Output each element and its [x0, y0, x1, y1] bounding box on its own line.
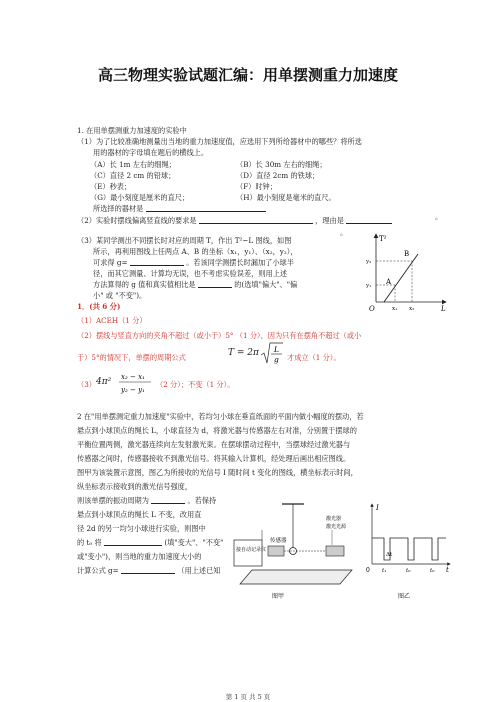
- signal-dt: Δt: [386, 552, 393, 558]
- q1-part3-line5: [93, 280, 297, 289]
- q2-line12: [77, 566, 220, 575]
- q2-line10-rest: (填"变大"、"不变": [164, 538, 224, 547]
- q1-part3-line2: 所示，再利用图线上任两点 A、B 的坐标（x₁，y₁）、（x₂，y₂），: [93, 247, 298, 256]
- q1-part3-line1: （3）某同学测出不同摆长时对应的周期 T，作出 T²~L 图线，如图: [77, 236, 292, 245]
- page-footer: 第 1 页 共 5 页: [225, 693, 271, 701]
- q2-g-blank[interactable]: [121, 566, 175, 574]
- option-d: （D）直径 2cm 的铁球；: [236, 171, 320, 180]
- q1-part1-line1: （1）为了比较准确地测量出当地的重力加速度值，应选用下列所给器材中的哪些？将所选: [77, 137, 362, 146]
- q1-part3-line3-rest: 。若该同学测摆长时漏加了小球半: [186, 258, 294, 267]
- q1-part3-line3: [93, 258, 294, 267]
- answer1-l4-pre: （3）: [77, 380, 96, 389]
- figure-b-caption: 图乙: [398, 593, 411, 600]
- q1-dot-2: 。: [340, 228, 348, 237]
- q1-part2-reason: ，理由是: [315, 216, 344, 225]
- sensor-label: 传感器: [270, 538, 287, 544]
- option-a: （A）长 1m 左右的细绳；: [90, 160, 176, 169]
- signal-ylabel: I: [376, 504, 379, 512]
- page-title: 高三物理实验试题汇编：用单摆测重力加速度: [97, 66, 398, 84]
- recorder-box: [234, 540, 262, 566]
- graph-xlabel: L: [441, 305, 446, 312]
- q1-part3-line4: 径，而其它测量、计算均无误，也不考虑实验误差，则用上述: [93, 269, 288, 278]
- q2-t0-blank[interactable]: [104, 538, 162, 546]
- graph-point-b: B: [404, 250, 410, 258]
- table-top: [240, 570, 352, 584]
- figure-a-caption: 图甲: [272, 593, 285, 600]
- q1-g-label: 可求得 g=: [93, 258, 128, 267]
- sqrt-fraction: [260, 341, 284, 367]
- q2-g-label: 计算公式 g=: [77, 566, 119, 575]
- answer1-part2-cont: [77, 353, 186, 362]
- q1-part2-label: （2）实验时摆线偏离竖直线的要求是: [77, 216, 197, 225]
- option-b: （B）长 30m 左右的细绳；: [236, 160, 327, 169]
- signal-t0-a: t₀: [406, 568, 411, 574]
- g-frac-denominator: y₂ − y₁: [121, 386, 145, 394]
- q2-line10: [77, 538, 223, 547]
- figure-b-signal-graph: [362, 500, 454, 604]
- q1-compare-label: 方法算得的 g 值和真实值相比是: [93, 280, 196, 289]
- q1-part2-blank[interactable]: [199, 216, 313, 224]
- q1-chosen-blank[interactable]: [146, 204, 266, 212]
- answer1-l4-post: （2 分）；不变（1 分）。: [156, 380, 235, 389]
- option-e: （E）秒表；: [90, 182, 132, 191]
- q2-period-blank[interactable]: [151, 496, 185, 504]
- period-formula: [228, 348, 259, 358]
- answer1-l3-post: 才成立（1 分）。: [287, 353, 341, 362]
- recorder-label: 接自动记录仪: [236, 547, 267, 553]
- q2-line4: 传感器之间时，传感器接收不到激光信号。将其输入计算机，经处理后画出相应图线。: [77, 454, 351, 463]
- g-formula-coef: 4π²: [96, 377, 112, 387]
- graph-y1: y₁: [366, 283, 372, 289]
- g-formula-fraction: [117, 368, 153, 396]
- q2-line3: 平衡位置两侧，激光器连续向左发射激光束。在摆球摆动过程中，当摆球经过激光器与: [77, 440, 351, 449]
- q1-stem: 1. 在用单摆测重力加速度的实验中: [77, 126, 187, 135]
- period-formula-lhs: T = 2π: [228, 348, 259, 358]
- signal-waveform: [372, 538, 446, 560]
- beam-label: 激光光源: [326, 524, 347, 530]
- graph-origin: O: [369, 305, 375, 312]
- q2-line1: 2 在"用单摆测定重力加速度"实验中，若均匀小球在垂直纸面的平面内做小幅度的摆动，若: [77, 412, 364, 421]
- frac-numerator: L: [274, 345, 279, 354]
- q1-compare-rest: 的(选填"偏大"、"偏: [234, 280, 298, 289]
- q1-part2-line: [77, 216, 392, 225]
- figure-a-apparatus: [232, 500, 360, 604]
- signal-t1: t₁: [382, 568, 387, 574]
- laser-label: 激光器: [326, 516, 342, 522]
- answer1-l3-pre: 于）5°的情况下，单摆的周期公式: [77, 353, 186, 362]
- frac-denominator: g: [274, 355, 279, 364]
- q2-line7: [77, 496, 216, 505]
- t2-l-graph: [362, 230, 450, 312]
- sensor-block: [268, 546, 284, 556]
- q2-line7-rest: 。若保持: [187, 496, 217, 505]
- q2-line11: 或"变小")，则当地的重力加速度大小的: [77, 552, 202, 561]
- signal-origin: 0: [366, 567, 370, 574]
- answer1-head: 1．(共 6 分): [77, 302, 121, 311]
- q1-dot-1: 。: [435, 212, 443, 221]
- signal-xlabel: t: [446, 566, 449, 574]
- graph-y2: y₂: [366, 259, 372, 265]
- laser-block: [326, 546, 344, 556]
- graph-ylabel: T²: [379, 235, 387, 243]
- option-c: （C）直径 2 cm 的铅球；: [90, 171, 176, 180]
- q1-chosen-line: [93, 204, 266, 213]
- option-f: （F）时钟；: [236, 182, 277, 191]
- q1-g-blank[interactable]: [130, 258, 184, 266]
- graph-x2: x₂: [409, 306, 415, 312]
- q1-part1-line2: 用的器材的字母填在题后的横线上。: [93, 148, 209, 157]
- q1-compare-blank[interactable]: [198, 280, 232, 288]
- q1-chosen-label: 所选择的器材是: [93, 204, 144, 213]
- option-g: （G）最小刻度是厘米的直尺；: [90, 193, 190, 202]
- q2-line9: 径 2d 的另一均匀小球进行实验，则图中: [77, 524, 206, 533]
- q2-line2: 悬点到小球顶点的绳长 L，小球直径为 d，将激光器与传感器左右对准，分别置于摆球的: [77, 426, 357, 435]
- q2-period-label: 则该单摆的振动周期为: [77, 496, 149, 505]
- answer1-part2: （2）摆线与竖直方向的夹角不超过（或小于）5° （1 分），因为只有在摆角不超过（或小: [77, 331, 362, 340]
- option-h: （H）最小刻度是毫米的直尺。: [236, 193, 336, 202]
- q1-part3-line6: 小" 或 "不变")。: [93, 291, 147, 300]
- q2-line8: 悬点到小球顶点的绳长 L 不变，改用直: [77, 510, 202, 519]
- q2-line5: 图甲为该装置示意图，图乙为所接收的光信号 I 随时间 t 变化的图线，横坐标表示时间，: [77, 468, 358, 477]
- q2-line12-rest: （用上述已知: [177, 566, 221, 575]
- g-frac-numerator: x₂ − x₁: [121, 373, 145, 381]
- q2-line6: 纵坐标表示接收到的激光信号强度，: [77, 482, 193, 491]
- q1-reason-blank[interactable]: [346, 216, 392, 224]
- graph-x1: x₁: [392, 306, 398, 312]
- answer1-part1: （1）ACEH（1 分）: [77, 316, 147, 325]
- graph-point-a: A: [386, 278, 392, 286]
- signal-t0-b: t₀: [430, 568, 435, 574]
- q2-t0-label: 的 t₀ 将: [77, 538, 102, 547]
